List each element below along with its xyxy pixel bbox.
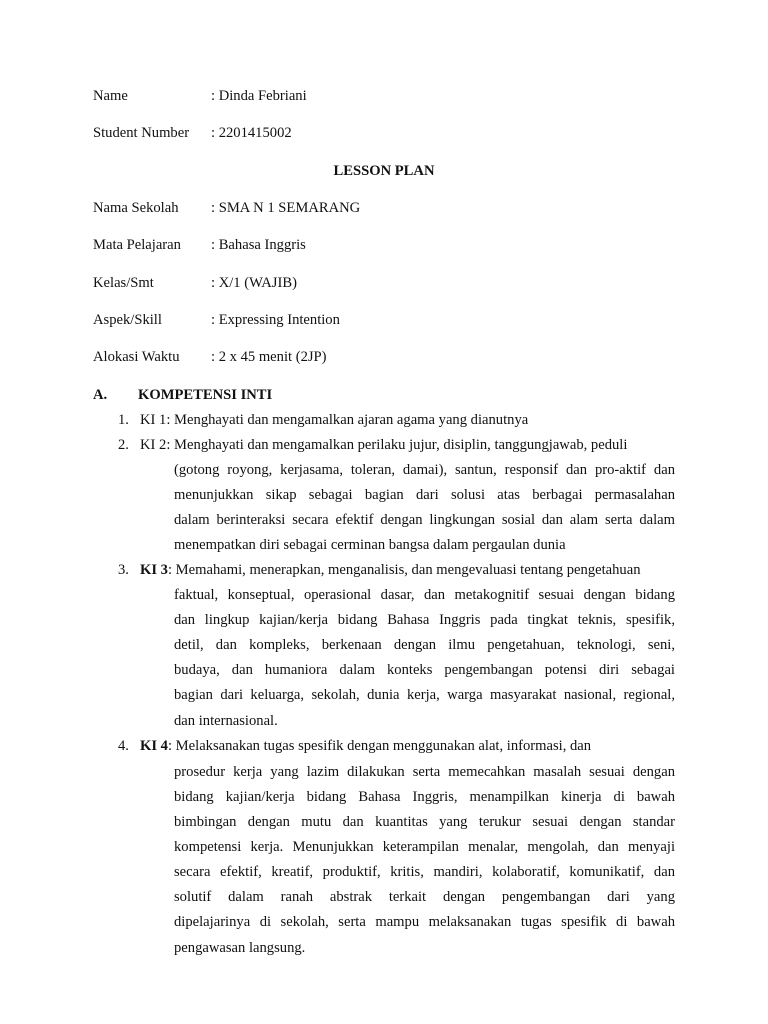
skill-label: Aspek/Skill [93,312,162,328]
subject-label: Mata Pelajaran [93,237,181,253]
ki4-line: bimbingan dengan mutu dan kuantitas yang terukur sesuai dengan standar [174,814,675,830]
ki4-line: prosedur kerja yang lazim dilakukan serta memecahkan masalah sesuai dengan [174,764,675,780]
ki2-line: menunjukkan sikap sebagai bagian dari solusi atas berbagai permasalahan [174,487,675,503]
ki4-first-line [140,739,591,754]
ki4-line: bidang kajian/kerja bidang Bahasa Inggris, menampilkan kinerja di bawah [174,789,675,805]
ki4-text: : Melaksanakan tugas spesifik dengan menggunakan alat, informasi, dan [167,738,592,754]
ki4-line: secara efektif, kreatif, produktif, kritis, mandiri, kolaboratif, komunikatif, dan [174,864,675,880]
section-a-title: KOMPETENSI INTI [138,387,273,403]
ki2-line: menempatkan diri sebagai cerminan bangsa dalam pergaulan dunia [174,537,566,553]
time-label: Alokasi Waktu [93,349,180,365]
ki4-line: kompetensi kerja. Menunjukkan keterampilan menalar, mengolah, dan menyaji [174,839,675,855]
student-number-value: : 2201415002 [211,125,292,141]
ki3-line: dan internasional. [174,713,278,729]
student-number-label: Student Number [93,125,190,141]
ki4-line: pengawasan langsung. [174,940,306,956]
ki4-line: dipelajarinya di sekolah, serta mampu melaksanakan tugas spesifik di bawah [174,914,675,930]
subject-value: : Bahasa Inggris [211,237,306,253]
school-label: Nama Sekolah [93,200,179,216]
class-value: : X/1 (WAJIB) [211,275,297,291]
ki3-text: : Memahami, menerapkan, menganalisis, dan mengevaluasi tentang pengetahuan [167,562,641,578]
document-title: LESSON PLAN [333,163,435,179]
name-label: Name [93,88,128,104]
ki2-first-line [140,438,627,453]
school-value: : SMA N 1 SEMARANG [211,200,361,216]
skill-value: : Expressing Intention [211,312,340,328]
ki3-line: budaya, dan humaniora dalam konteks pengembangan potensi diri sebagai [174,662,675,678]
ki1-text: : Menghayati dan mengamalkan ajaran agama yang dianutnya [166,412,529,428]
ki1-lead: KI 1 [140,412,167,428]
ki2-text: : Menghayati dan mengamalkan perilaku jujur, disiplin, tanggungjawab, peduli [166,437,628,453]
ki3-line: dan lingkup kajian/kerja bidang Bahasa Inggris pada tingkat teknis, spesifik, [174,612,675,628]
ki3-first-line [140,563,641,578]
ki3-lead: KI 3 [140,562,168,578]
ki3-line: detil, dan kompleks, berkenaan dengan ilmu pengetahuan, teknologi, seni, [174,637,675,653]
ki3-line: bagian dari keluarga, sekolah, dunia kerja, warga masyarakat nasional, regional, [174,687,675,703]
class-label: Kelas/Smt [93,275,154,291]
section-a-marker: A. [93,387,108,403]
ki2-lead: KI 2 [140,437,167,453]
ki4-line: solutif dalam ranah abstrak terkait dengan pengembangan dari yang [174,889,675,905]
ki3-number: 3. [118,562,129,578]
ki1-first-line [140,413,528,428]
ki2-line: dalam berinteraksi secara efektif dengan lingkungan sosial dan alam serta dalam [174,512,675,528]
ki1-number: 1. [118,412,129,428]
ki4-lead: KI 4 [140,738,168,754]
ki2-line: (gotong royong, kerjasama, toleran, damai), santun, responsif dan pro-aktif dan [174,462,675,478]
time-value: : 2 x 45 menit (2JP) [211,349,327,365]
ki2-number: 2. [118,437,129,453]
ki4-number: 4. [118,738,129,754]
ki3-line: faktual, konseptual, operasional dasar, dan metakognitif sesuai dengan bidang [174,587,675,603]
name-value: : Dinda Febriani [211,88,307,104]
